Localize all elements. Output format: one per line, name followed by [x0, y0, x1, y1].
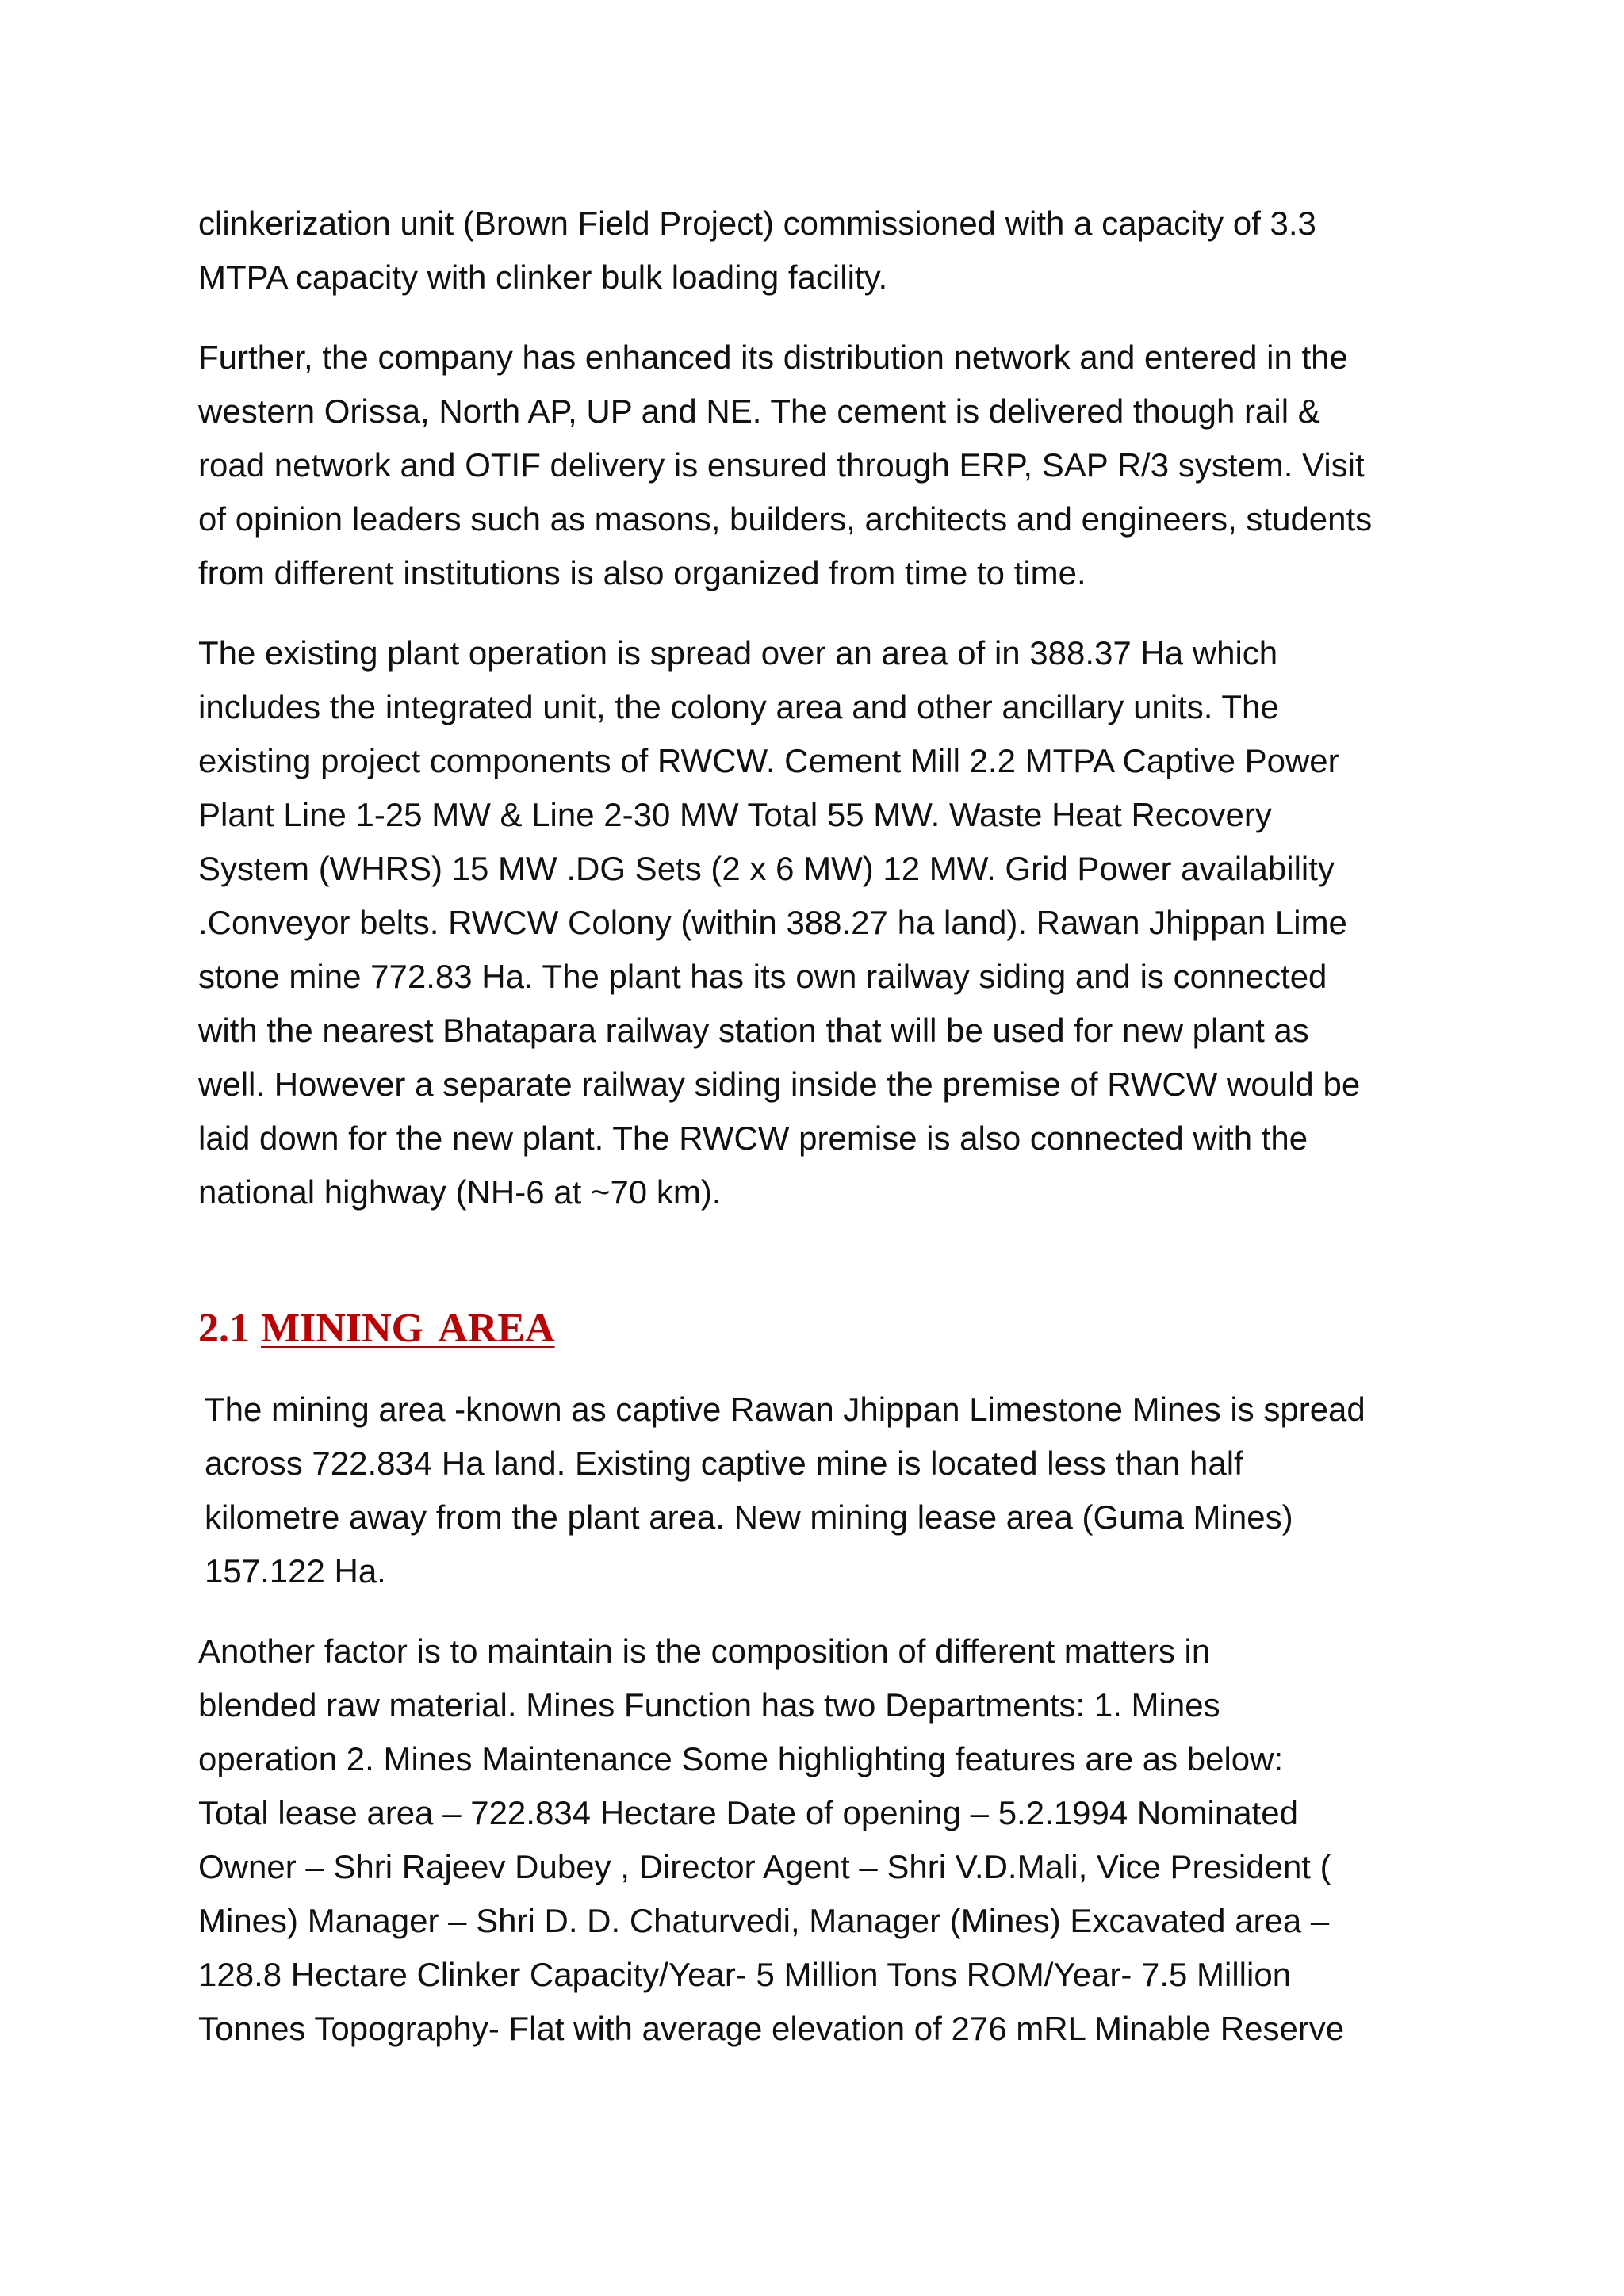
paragraph-spacer: [198, 600, 1451, 626]
paragraph-spacer: [198, 304, 1451, 331]
section-spacer: [198, 1219, 1451, 1302]
paragraph-plant-operation: The existing plant operation is spread over an area of in 388.37 Ha which includes the integrated unit, the colony area and other ancillary units. The existing project components of RWCW. Cement Mill 2.2 MTPA Captive Power Plant Line 1-25 MW & Line 2-30 MW Total 55 MW. Waste Heat Recovery System (WHRS) 15 MW .DG Sets (2 x 6 MW) 12 MW. Grid Power availability .Conveyor belts. RWCW Colony (within 388.27 ha land). Rawan Jhippan Lime stone mine 772.83 Ha. The plant has its own railway siding and is connected with the nearest Bhatapara railway station that will be used for new plant as well. However a separate railway siding inside the premise of RWCW would be laid down for the new plant. The RWCW premise is also connected with the national highway (NH-6 at ~70 km).: [198, 634, 1361, 1211]
paragraph-mines-features: Another factor is to maintain is the composition of different matters in blended raw material. Mines Function has two Departments: 1. Mines operation 2. Mines Maintenance Some highlighting features are as below: Total lease area – 722.834 Hectare Date of opening – 5.2.1994 Nominated Owner – Shri Rajeev Dubey , Director Agent – Shri V.D.Mali, Vice President ( Mines) Manager – Shri D. D. Chaturvedi, Manager (Mines) Excavated area – 128.8 Hectare Clinker Capacity/Year- 5 Million Tons ROM/Year- 7.5 Million Tonnes Topography- Flat with average elevation of 276 mRL Minable Reserve: [198, 1632, 1345, 2047]
paragraph-clinkerization: clinkerization unit (Brown Field Project) commissioned with a capacity of 3.3 MTPA capacity with clinker bulk loading facility.: [198, 205, 1316, 296]
paragraph-spacer: [198, 1598, 1451, 1624]
document-page: [198, 197, 1451, 2056]
paragraph-mining-area: The mining area -known as captive Rawan Jhippan Limestone Mines is spread across 722.834 Ha land. Existing captive mine is located less than half kilometre away from the plant area. New mining lease area (Guma Mines) 157.122 Ha.: [205, 1391, 1365, 1590]
heading-spacer: [198, 1356, 1451, 1383]
section-title: MINING AREA: [261, 1306, 555, 1351]
section-number: 2.1: [198, 1306, 250, 1351]
paragraph-distribution-network: Further, the company has enhanced its distribution network and entered in the western Orissa, North AP, UP and NE. The cement is delivered though rail & road network and OTIF delivery is ensured through ERP, SAP R/3 system. Visit of opinion leaders such as masons, builders, architects and engineers, students from different institutions is also organized from time to time.: [198, 339, 1373, 591]
section-heading: [198, 1302, 1451, 1356]
